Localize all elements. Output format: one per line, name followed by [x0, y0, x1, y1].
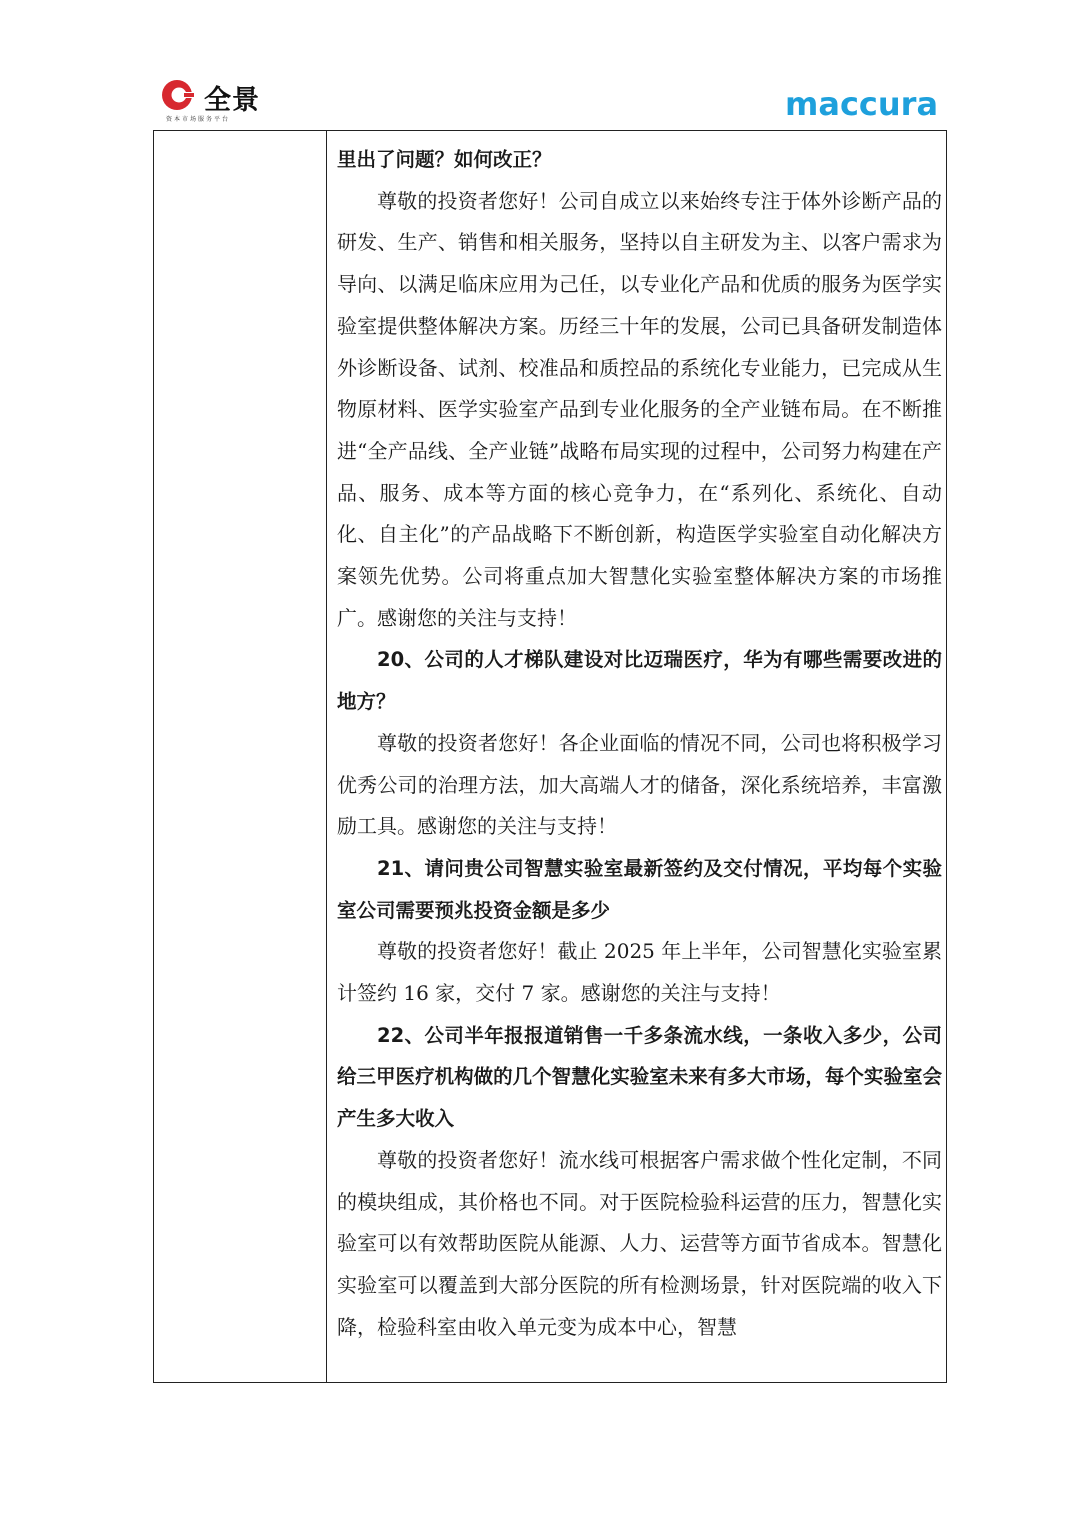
maccura-logo: maccura: [785, 85, 939, 123]
quanjing-logo-text: 全景: [204, 85, 260, 116]
answer-19: 尊敬的投资者您好！公司自成立以来始终专注于体外诊断产品的研发、生产、销售和相关服务，坚持以自主研发为主、以客户需求为导向、以满足临床应用为己任，以专业化产品和优质的服务为医学实验室提供整体解决方案。历经三十年的发展，公司已具备研发制造体外诊断设备、试剂、校准品和质控品的系统化专业能力，已完成从生物原材料、医学实验室产品到专业化服务的全产业链布局。在不断推进“全产品线、全产业链”战略布局实现的过程中，公司努力构建在产品、服务、成本等方面的核心竞争力，在“系列化、系统化、自动化、自主化”的产品战略下不断创新，构造医学实验室自动化解决方案领先优势。公司将重点加大智慧化实验室整体解决方案的市场推广。感谢您的关注与支持！: [337, 188, 942, 630]
quanjing-logo: [160, 78, 270, 126]
quanjing-logo-tagline: 资本市场服务平台: [166, 116, 231, 123]
quanjing-logo-mark-icon: [160, 78, 202, 112]
question-21: 21、请问贵公司智慧实验室最新签约及交付情况，平均每个实验室公司需要预兆投资金额是多少: [337, 856, 942, 922]
qa-content-cell: [337, 139, 942, 1348]
question-22: 22、公司半年报报道销售一千多条流水线，一条收入多少，公司给三甲医疗机构做的几个智慧化实验室未来有多大市场，每个实验室会产生多大收入: [337, 1023, 942, 1131]
table-column-divider: [326, 131, 327, 1382]
answer-22: 尊敬的投资者您好！流水线可根据客户需求做个性化定制，不同的模块组成，其价格也不同。对于医院检验科运营的压力，智慧化实验室可以有效帮助医院从能源、人力、运营等方面节省成本。智慧化实验室可以覆盖到大部分医院的所有检测场景，针对医院端的收入下降，检验科室由收入单元变为成本中心，智慧: [337, 1147, 942, 1339]
question-20: 20、公司的人才梯队建设对比迈瑞医疗，华为有哪些需要改进的地方？: [337, 648, 942, 714]
answer-21: 尊敬的投资者您好！截止 2025 年上半年，公司智慧化实验室累计签约 16 家，交付 7 家。感谢您的关注与支持！: [337, 939, 942, 1006]
question-19-tail: 里出了问题？如何改正？: [337, 148, 552, 171]
answer-20: 尊敬的投资者您好！各企业面临的情况不同，公司也将积极学习优秀公司的治理方法，加大高端人才的储备，深化系统培养，丰富激励工具。感谢您的关注与支持！: [337, 730, 942, 839]
qa-table: [153, 130, 947, 1383]
